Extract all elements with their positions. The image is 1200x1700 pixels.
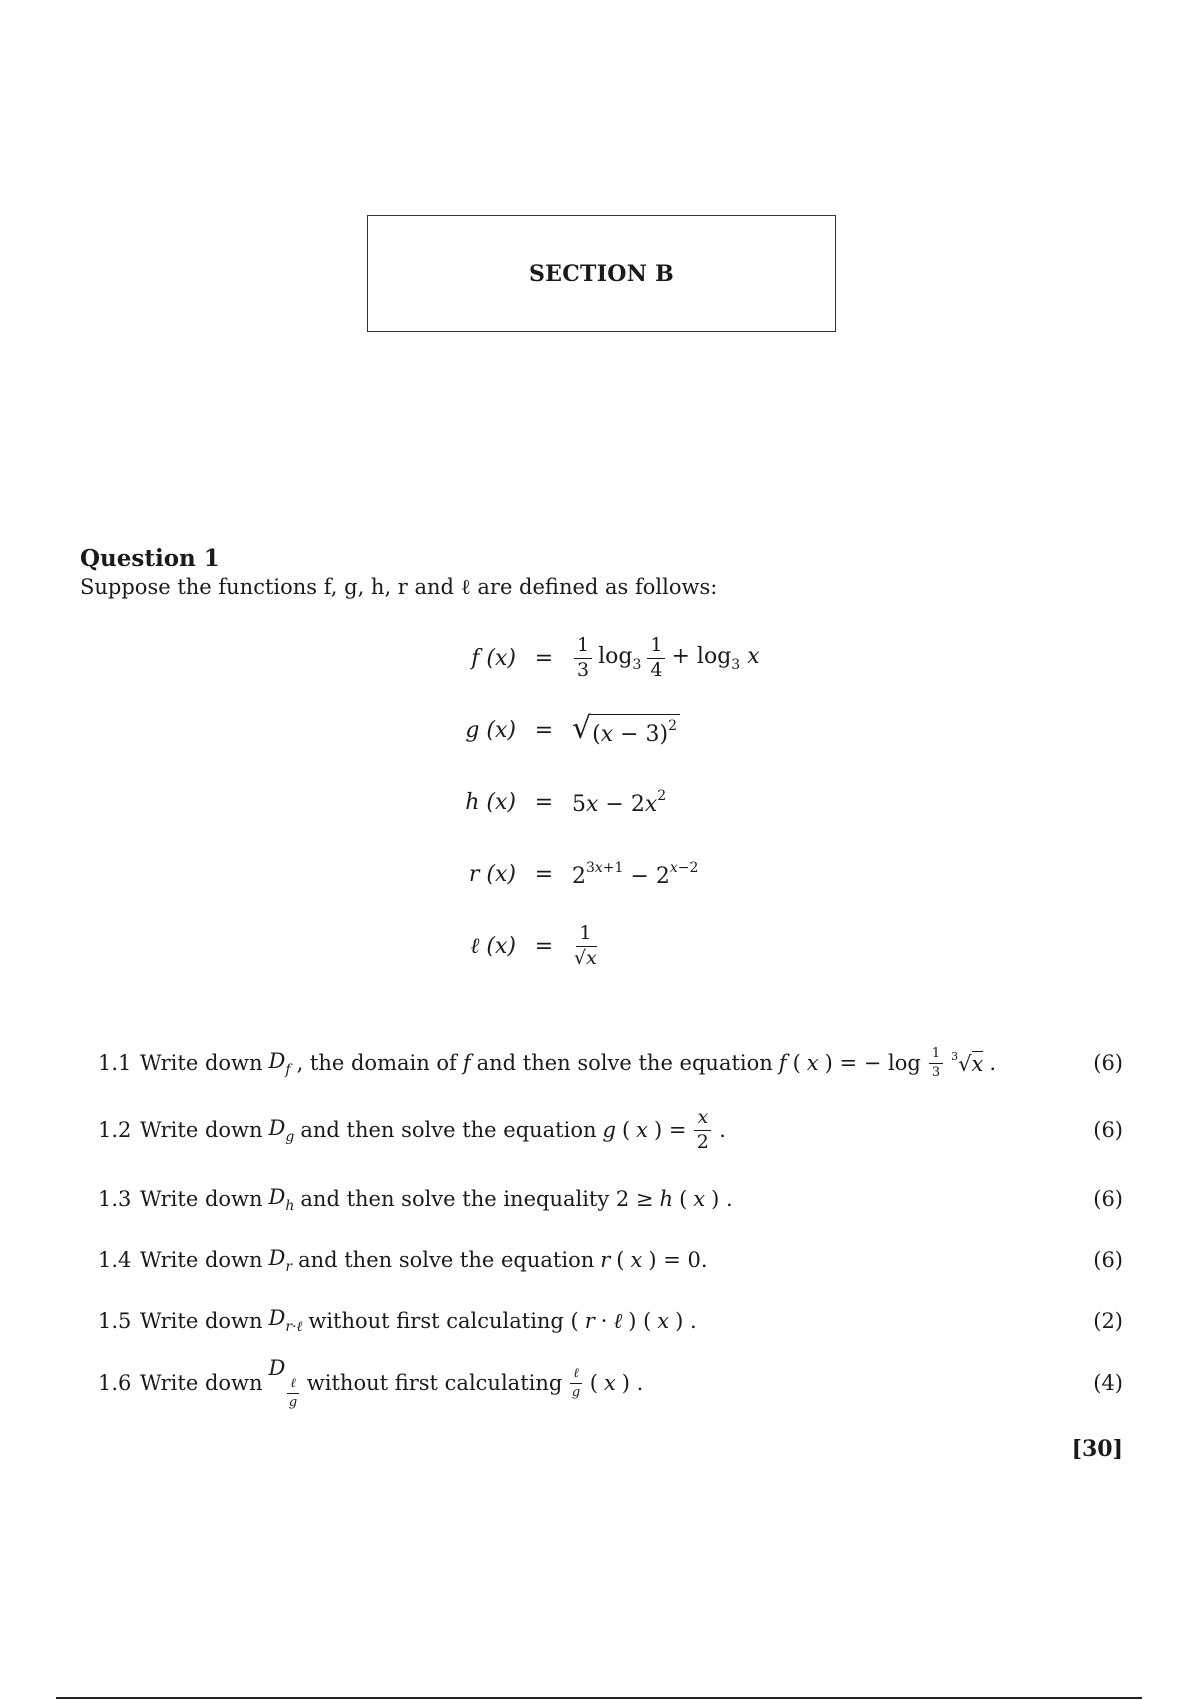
item-marks: (6) [1093,1248,1123,1272]
section-box [367,215,836,332]
item-text: Write down $D_f$ , the domain of f and then solve the equation f ( x ) = − log $\frac{1}{3}$ $^3$√x . [140,1045,997,1080]
item-1-5 [98,1291,1123,1351]
item-1-1 [98,1035,1123,1091]
item-1-4 [98,1229,1123,1291]
item-text: Write down $D_g$ and then solve the equation g ( x ) = $\frac{x}{2}$ . [140,1105,726,1153]
equation-f [440,622,880,694]
equation-rhs: $2^{3x+1} - 2^{x-2}$ [572,859,699,889]
item-marks: (6) [1093,1187,1123,1211]
item-text: Write down $D_r$ and then solve the equation r ( x ) = 0. [140,1245,708,1275]
item-marks: (4) [1093,1371,1123,1395]
item-marks: (6) [1093,1051,1123,1075]
question-items [98,1035,1123,1415]
equation-lhs: f (x) [471,645,516,671]
equals-sign: = [534,717,554,743]
equation-rhs: $\frac{1}{3}$ $\log_3$ $\frac{1}{4}$ + $\log_3 x$ [572,636,760,681]
item-text: Write down D $\frac{\text{ℓ}}{g}$ without first calculating $\frac{\text{ℓ}}{g}$ ( x ) . [140,1356,644,1410]
equation-rhs [572,921,599,969]
equation-rhs [572,710,680,747]
item-1-3 [98,1169,1123,1229]
item-marks: (6) [1093,1118,1123,1142]
item-number: 1.3 [98,1187,132,1211]
item-number: 1.5 [98,1309,132,1333]
equation-rhs: $5x - 2x^2$ [572,787,667,817]
equals-sign: = [534,861,554,887]
square-root: √ $(x - 3)^2$ [572,714,680,747]
equation-g [440,694,880,766]
equation-lhs: r (x) [468,861,516,887]
item-1-2 [98,1091,1123,1169]
footer-rule [56,1697,1142,1699]
item-marks: (2) [1093,1309,1123,1333]
equation-lhs: h (x) [465,789,516,815]
total-marks: [30] [1071,1436,1123,1462]
item-text: Write down $D_h$ and then solve the inequality 2 ≥ h ( x ) . [140,1184,733,1214]
fraction: $\frac{x}{2}$ [694,1108,711,1153]
equation-lhs: g (x) [465,717,516,743]
fraction: $\frac{1}{3}$ [574,636,592,681]
equals-sign: = [534,789,554,815]
item-text: Write down $D_{r\cdot\ell}$ without first calculating ( r · ℓ ) ( x ) . [140,1306,697,1335]
equation-l [440,910,880,982]
item-number: 1.6 [98,1371,132,1395]
equals-sign: = [534,645,554,671]
item-number: 1.4 [98,1248,132,1272]
section-title: SECTION B [528,260,675,287]
fraction: $\frac{1}{4}$ [647,636,665,681]
question-intro: Suppose the functions f, g, h, r and ℓ are defined as follows: [80,575,718,599]
question-title: Question 1 [80,545,220,572]
equation-h [440,766,880,838]
equals-sign: = [534,933,554,959]
function-definitions [440,622,880,982]
item-number: 1.1 [98,1051,132,1075]
item-1-6 [98,1351,1123,1415]
equation-r [440,838,880,910]
item-number: 1.2 [98,1118,132,1142]
equation-lhs: ℓ (x) [470,934,516,959]
fraction: $\frac{1}{√x}$ [574,921,597,969]
